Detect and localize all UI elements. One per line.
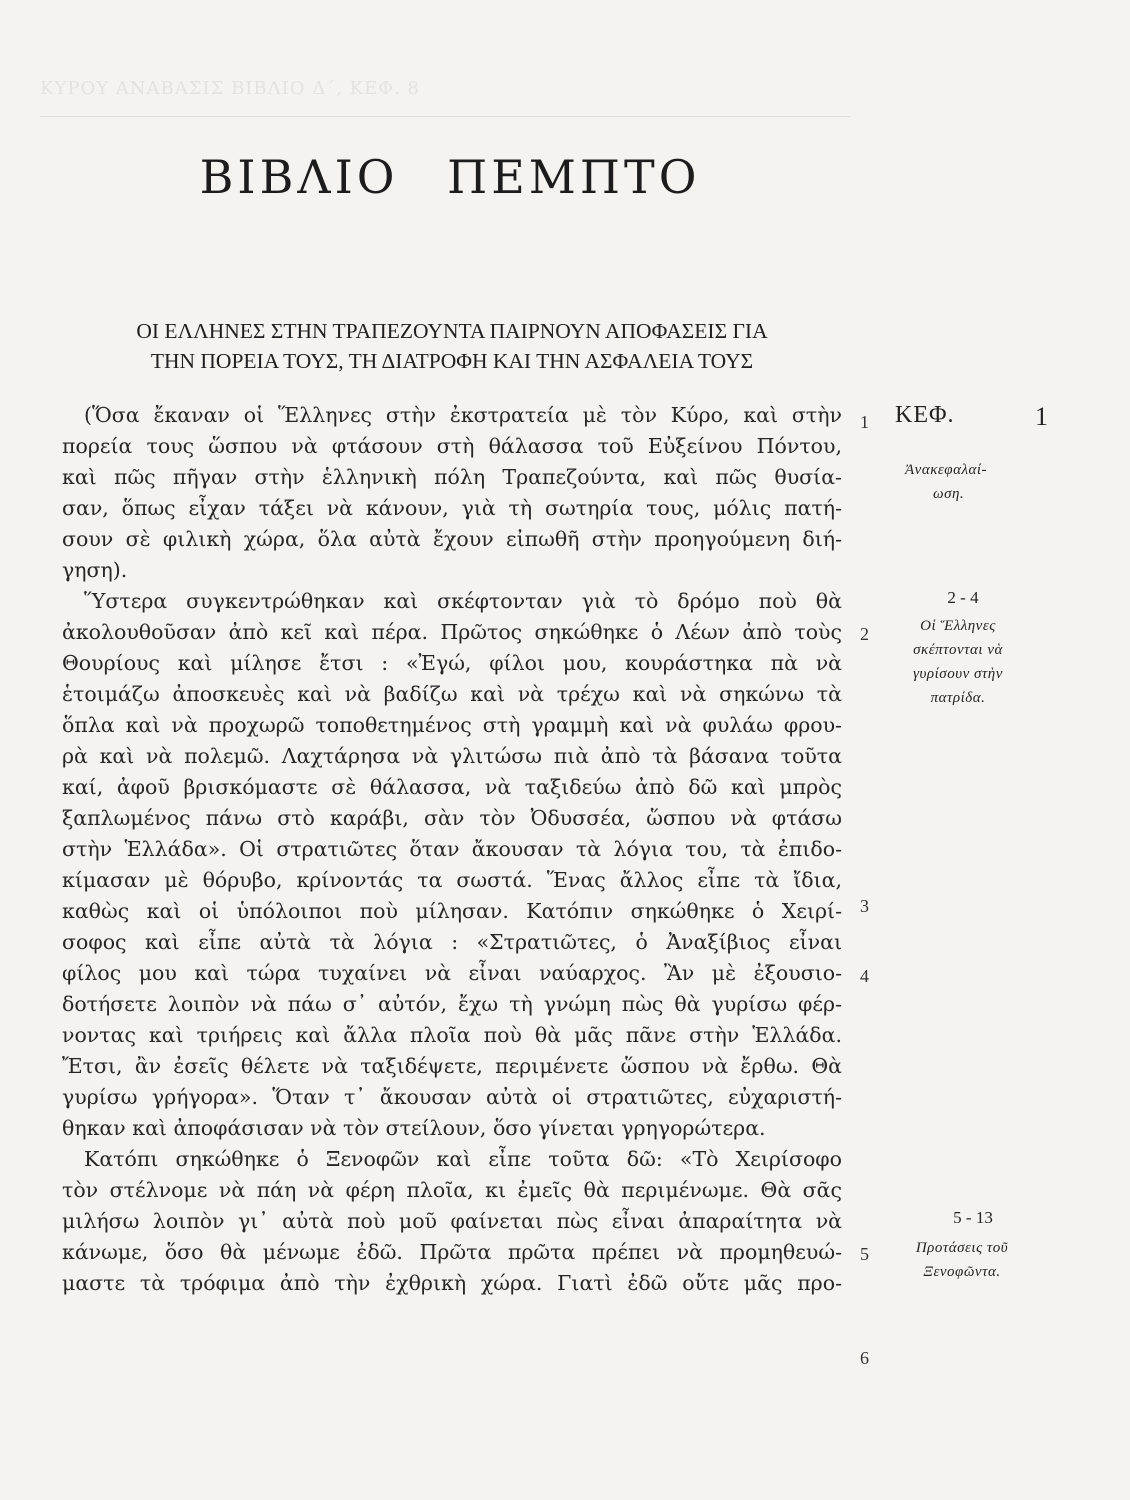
margin-note-line: Προτάσεις τοῦ — [915, 1240, 1009, 1256]
text-line: πορεία τους ὥσπου νὰ φτάσουν στὴ θάλασσα τοῦ Εὐξείνου Πόντου, — [62, 434, 842, 458]
text-line: κίμασαν μὲ θόρυβο, κρίνοντάς τα σωστά. Ἕνας ἄλλος εἶπε τὰ ἴδια, — [62, 868, 842, 892]
margin-note-line: ωση. — [933, 486, 965, 502]
margin-note-return — [898, 614, 1018, 710]
text-line: ξαπλωμένος πάνω στὸ καράβι, σὰν τὸν Ὀδυσσέα, ὥσπου νὰ φτάσω — [62, 806, 842, 830]
text-line: ἑτοιμάζω ἀποσκευὲς καὶ νὰ βαδίζω καὶ νὰ τρέχω καὶ νὰ σηκώνω τὰ — [62, 682, 842, 706]
text-line: σαν, ὅπως εἶχαν τάξει νὰ κάνουν, γιὰ τὴ σωτηρία τους, μόλις πατή- — [62, 496, 842, 520]
text-line: Ὕστερα συγκεντρώθηκαν καὶ σκέφτονταν γιὰ τὸ δρόμο ποὺ θὰ — [84, 589, 842, 613]
text-line: γυρίσω γρήγορα». Ὅταν τ᾿ ἄκουσαν αὐτὰ οἱ στρατιῶτες, εὐχαριστή- — [62, 1085, 842, 1109]
text-line: δοτήσετε λοιπὸν νὰ πάω σ᾿ αὐτόν, ἔχω τὴ γνώμη πὼς θὰ γυρίσω φέρ- — [62, 992, 842, 1016]
chapter-label: ΚΕΦ. — [895, 402, 955, 428]
section-number: 3 — [860, 896, 869, 916]
text-line: σοφος καὶ εἶπε αὐτὰ τὰ λόγια : «Στρατιῶτες, ὁ Ἀναξίβιος εἶναι — [62, 930, 842, 954]
text-line: καθὼς καὶ οἱ ὑπόλοιποι ποὺ μίλησαν. Κατόπιν σηκώθηκε ὁ Χειρί- — [62, 899, 842, 923]
section-number: 2 — [860, 624, 869, 644]
text-line: Ἔτσι, ἂν ἐσεῖς θέλετε νὰ ταξιδέψετε, περιμένετε ὥσπου νὰ ἔρθω. Θὰ — [62, 1054, 842, 1078]
text-line: νοντας καὶ τριήρεις καὶ ἄλλα πλοῖα ποὺ θὰ μᾶς πᾶνε στὴν Ἑλλάδα. — [62, 1023, 842, 1047]
text-line: γηση). — [62, 558, 128, 582]
margin-note-line: Ξενοφῶντα. — [923, 1264, 1001, 1280]
text-line: μιλήσω λοιπὸν γι᾿ αὐτὰ ποὺ μοῦ φαίνεται πὼς εἶναι ἀπαραίτητα νὰ — [62, 1209, 842, 1233]
text-line: καί, ἀφοῦ βρισκόμαστε σὲ θάλασσα, νὰ ταξιδεύω ἀπὸ δῶ καὶ μπρὸς — [62, 775, 842, 799]
text-line: (Ὅσα ἔκαναν οἱ Ἕλληνες στὴν ἐκστρατεία μὲ τὸν Κύρο, καὶ στὴν — [84, 403, 842, 427]
text-line: Κατόπι σηκώθηκε ὁ Ξενοφῶν καὶ εἶπε τοῦτα δῶ: «Τὸ Χειρίσοφο — [84, 1147, 842, 1171]
body-text — [62, 400, 842, 1299]
text-line: κάνωμε, ὅσο θὰ μένωμε ἐδῶ. Πρῶτα πρῶτα πρέπει νὰ προμηθευώ- — [62, 1240, 842, 1264]
text-line: ἀκολουθοῦσαν ἀπὸ κεῖ καὶ πέρα. Πρῶτος σηκώθηκε ὁ Λέων ἀπὸ τοὺς — [62, 620, 842, 644]
section-heading-line-2: ΤΗΝ ΠΟΡΕΙΑ ΤΟΥΣ, ΤΗ ΔΙΑΤΡΟΦΗ ΚΑΙ ΤΗΝ ΑΣΦΑΛΕΙΑ ΤΟΥΣ — [150, 349, 754, 373]
section-heading-line-1: ΟΙ ΕΛΛΗΝΕΣ ΣΤΗΝ ΤΡΑΠΕΖΟΥΝΤΑ ΠΑΙΡΝΟΥΝ ΑΠΟΦΑΣΕΙΣ ΓΙΑ — [136, 319, 768, 343]
text-line: ρὰ καὶ νὰ πολεμῶ. Λαχτάρησα νὰ γλιτώσω πιὰ ἀπὸ τὰ βάσανα τοῦτα — [62, 744, 842, 768]
text-line: μαστε τὰ τρόφιμα ἀπὸ τὴν ἐχθρικὴ χώρα. Γιατὶ ἐδῶ οὔτε μᾶς προ- — [62, 1271, 842, 1295]
margin-range: 2 - 4 — [947, 588, 979, 607]
book-title: ΒΙΒΛΙΟ ΠΕΜΠΤΟ — [199, 150, 701, 204]
header-rule — [40, 116, 850, 117]
margin-note-line: Οἱ Ἕλληνες — [920, 618, 996, 634]
section-number: 6 — [860, 1348, 869, 1368]
text-line: φίλος μου καὶ τώρα τυχαίνει νὰ εἶναι ναύαρχος. Ἂν μὲ ἐξουσιο- — [62, 961, 842, 985]
section-number: 4 — [860, 966, 869, 986]
margin-note-line: σκέπτονται νὰ — [913, 642, 1003, 658]
text-line: ὅπλα καὶ νὰ προχωρῶ τοποθετημένος στὴ γραμμὴ καὶ νὰ φυλάω φρου- — [62, 713, 842, 737]
section-number: 5 — [860, 1244, 869, 1264]
text-line: σουν σὲ φιλικὴ χώρα, ὅλα αὐτὰ ἔχουν εἰπωθῆ στὴν προηγούμενη διή- — [62, 527, 842, 551]
chapter-number: 1 — [1035, 402, 1048, 431]
margin-note-proposals — [902, 1236, 1022, 1284]
bleed-through-header: ΚΥΡΟΥ ΑΝΑΒΑΣΙΣ ΒΙΒΛΙΟ Δ΄, ΚΕΦ. 8 — [40, 78, 420, 99]
text-line: τὸν στέλνομε νὰ πάη νὰ φέρη πλοῖα, κι ἐμεῖς θὰ περιμένωμε. Θὰ σᾶς — [62, 1178, 842, 1202]
margin-note-line: πατρίδα. — [930, 690, 986, 706]
margin-note-line: γυρίσουν στὴν — [913, 666, 1003, 682]
chapter-marker — [895, 402, 1048, 431]
text-line: θηκαν καὶ ἀποφάσισαν νὰ τὸν στείλουν, ὅσο γίνεται γρηγορώτερα. — [62, 1116, 766, 1140]
margin-range: 5 - 13 — [953, 1208, 993, 1227]
section-number: 1 — [860, 412, 869, 432]
section-heading — [62, 316, 842, 376]
margin-note-summary — [905, 458, 1040, 506]
margin-note-line: Ἀνακεφαλαί- — [905, 462, 988, 478]
text-line: Θουρίους καὶ μίλησε ἔτσι : «Ἐγώ, φίλοι μου, κουράστηκα πὰ νὰ — [62, 651, 842, 675]
text-line: καὶ πῶς πῆγαν στὴν ἑλληνικὴ πόλη Τραπεζούντα, καὶ πῶς θυσία- — [62, 465, 842, 489]
text-line: στὴν Ἑλλάδα». Οἱ στρατιῶτες ὅταν ἄκουσαν τὰ λόγια του, τὰ ἐπιδο- — [62, 837, 842, 861]
